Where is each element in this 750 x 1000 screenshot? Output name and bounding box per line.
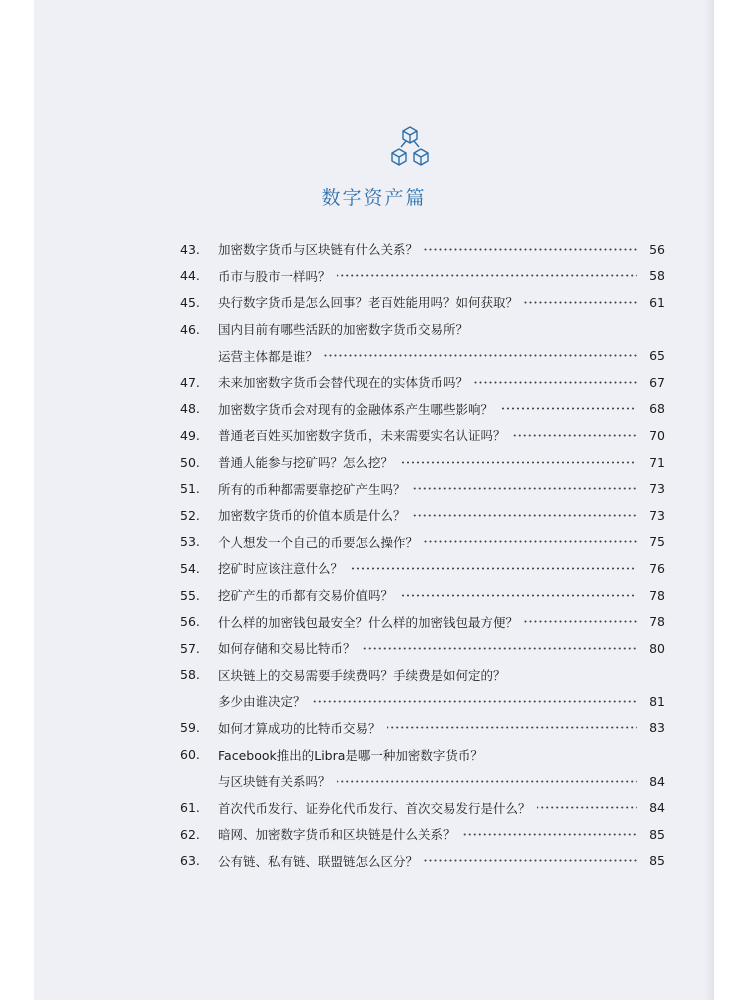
toc-title: 如何才算成功的比特币交易？ bbox=[218, 720, 381, 736]
toc-page-number: 78 bbox=[649, 587, 665, 603]
toc-entry bbox=[180, 794, 665, 821]
toc-entry bbox=[180, 396, 665, 423]
toc-title: 国内目前有哪些活跃的加密数字货币交易所？ bbox=[218, 322, 469, 338]
toc-entry bbox=[180, 475, 665, 502]
toc-entry bbox=[180, 342, 665, 369]
toc-page-number: 68 bbox=[649, 401, 665, 417]
toc-page-number: 81 bbox=[649, 693, 665, 709]
toc-page-number: 85 bbox=[649, 853, 665, 869]
toc-leader-dots bbox=[512, 434, 637, 437]
toc-entry bbox=[180, 449, 665, 476]
toc-leader-dots bbox=[499, 407, 637, 410]
toc-number: 51. bbox=[180, 481, 200, 497]
toc-entry bbox=[180, 821, 665, 848]
toc-page-number: 73 bbox=[649, 507, 665, 523]
cubes-network-icon bbox=[389, 125, 431, 167]
toc-title: 区块链上的交易需要手续费吗？手续费是如何定的？ bbox=[218, 667, 506, 683]
toc-number: 59. bbox=[180, 720, 200, 736]
toc-number: 43. bbox=[180, 241, 200, 257]
toc-number: 61. bbox=[180, 800, 200, 816]
toc-leader-dots bbox=[387, 726, 637, 729]
toc-number: 45. bbox=[180, 294, 200, 310]
toc-page-number: 75 bbox=[649, 534, 665, 550]
toc-number: 58. bbox=[180, 667, 200, 683]
toc-leader-dots bbox=[312, 700, 637, 703]
section-title: 数字资产篇 bbox=[321, 187, 427, 209]
toc-page-number: 61 bbox=[649, 294, 665, 310]
toc-title: 未来加密数字货币会替代现在的实体货币吗？ bbox=[218, 375, 469, 391]
toc-title: 首次代币发行、证券化代币发行、首次交易发行是什么？ bbox=[218, 800, 531, 816]
toc-number: 47. bbox=[180, 374, 200, 390]
toc-number: 46. bbox=[180, 321, 200, 337]
toc-leader-dots bbox=[399, 461, 637, 464]
toc-page-number: 84 bbox=[649, 800, 665, 816]
toc-leader-dots bbox=[474, 381, 637, 384]
table-of-contents bbox=[180, 236, 665, 874]
toc-title: 个人想发一个自己的币要怎么操作？ bbox=[218, 534, 419, 550]
toc-entry bbox=[180, 635, 665, 662]
toc-page-number: 80 bbox=[649, 640, 665, 656]
book-page bbox=[34, 0, 714, 1000]
toc-number: 50. bbox=[180, 454, 200, 470]
toc-title: 普通人能参与挖矿吗？怎么挖？ bbox=[218, 455, 394, 471]
toc-page-number: 71 bbox=[649, 454, 665, 470]
toc-entry bbox=[180, 582, 665, 609]
toc-leader-dots bbox=[362, 647, 637, 650]
toc-entry bbox=[180, 688, 665, 715]
toc-title: 加密数字货币与区块链有什么关系？ bbox=[218, 242, 419, 258]
toc-entry bbox=[180, 555, 665, 582]
toc-title: 加密数字货币会对现有的金融体系产生哪些影响？ bbox=[218, 401, 494, 417]
toc-title: 什么样的加密钱包最安全？什么样的加密钱包最方便？ bbox=[218, 614, 519, 630]
toc-title: Facebook推出的Libra是哪一种加密数字货币？ bbox=[218, 747, 483, 763]
toc-number: 49. bbox=[180, 427, 200, 443]
toc-page-number: 58 bbox=[649, 268, 665, 284]
toc-number: 55. bbox=[180, 587, 200, 603]
toc-number: 54. bbox=[180, 560, 200, 576]
toc-entry bbox=[180, 768, 665, 795]
toc-title: 挖矿时应该注意什么？ bbox=[218, 561, 344, 577]
toc-number: 56. bbox=[180, 614, 200, 630]
toc-page-number: 76 bbox=[649, 560, 665, 576]
toc-page-number: 73 bbox=[649, 481, 665, 497]
toc-entry bbox=[180, 316, 665, 343]
toc-entry bbox=[180, 662, 665, 689]
toc-leader-dots bbox=[337, 274, 637, 277]
toc-title: 公有链、私有链、联盟链怎么区分？ bbox=[218, 853, 419, 869]
toc-leader-dots bbox=[424, 248, 637, 251]
toc-entry bbox=[180, 289, 665, 316]
toc-number: 62. bbox=[180, 826, 200, 842]
toc-title: 币市与股市一样吗？ bbox=[218, 268, 331, 284]
toc-page-number: 65 bbox=[649, 348, 665, 364]
toc-page-number: 67 bbox=[649, 374, 665, 390]
toc-page-number: 84 bbox=[649, 773, 665, 789]
toc-title: 多少由谁决定？ bbox=[218, 694, 306, 710]
toc-leader-dots bbox=[424, 859, 637, 862]
toc-number: 53. bbox=[180, 534, 200, 550]
toc-leader-dots bbox=[337, 780, 637, 783]
toc-entry bbox=[180, 741, 665, 768]
toc-page-number: 70 bbox=[649, 427, 665, 443]
toc-entry bbox=[180, 422, 665, 449]
toc-leader-dots bbox=[412, 487, 637, 490]
toc-entry bbox=[180, 529, 665, 556]
toc-title: 与区块链有关系吗？ bbox=[218, 774, 331, 790]
toc-leader-dots bbox=[524, 620, 637, 623]
toc-number: 63. bbox=[180, 853, 200, 869]
toc-page-number: 56 bbox=[649, 241, 665, 257]
toc-title: 央行数字货币是怎么回事？老百姓能用吗？如何获取？ bbox=[218, 295, 519, 311]
toc-entry bbox=[180, 502, 665, 529]
toc-title: 挖矿产生的币都有交易价值吗？ bbox=[218, 588, 394, 604]
toc-title: 所有的币种都需要靠挖矿产生吗？ bbox=[218, 481, 406, 497]
toc-number: 44. bbox=[180, 268, 200, 284]
toc-entry bbox=[180, 263, 665, 290]
toc-title: 加密数字货币的价值本质是什么？ bbox=[218, 508, 406, 524]
toc-leader-dots bbox=[412, 514, 637, 517]
toc-leader-dots bbox=[462, 833, 637, 836]
toc-page-number: 78 bbox=[649, 614, 665, 630]
toc-entry bbox=[180, 236, 665, 263]
toc-leader-dots bbox=[324, 354, 637, 357]
toc-leader-dots bbox=[524, 301, 637, 304]
toc-entry bbox=[180, 608, 665, 635]
toc-entry bbox=[180, 369, 665, 396]
toc-title: 如何存储和交易比特币？ bbox=[218, 641, 356, 657]
toc-title: 普通老百姓买加密数字货币，未来需要实名认证吗？ bbox=[218, 428, 506, 444]
toc-page-number: 83 bbox=[649, 720, 665, 736]
toc-entry bbox=[180, 848, 665, 875]
toc-number: 60. bbox=[180, 747, 200, 763]
toc-leader-dots bbox=[399, 594, 637, 597]
toc-number: 48. bbox=[180, 401, 200, 417]
toc-page-number: 85 bbox=[649, 826, 665, 842]
toc-title: 运营主体都是谁？ bbox=[218, 348, 319, 364]
toc-title: 暗网、加密数字货币和区块链是什么关系？ bbox=[218, 827, 456, 843]
toc-leader-dots bbox=[537, 806, 637, 809]
toc-leader-dots bbox=[349, 567, 637, 570]
toc-leader-dots bbox=[424, 540, 637, 543]
toc-number: 57. bbox=[180, 640, 200, 656]
toc-number: 52. bbox=[180, 507, 200, 523]
toc-entry bbox=[180, 715, 665, 742]
